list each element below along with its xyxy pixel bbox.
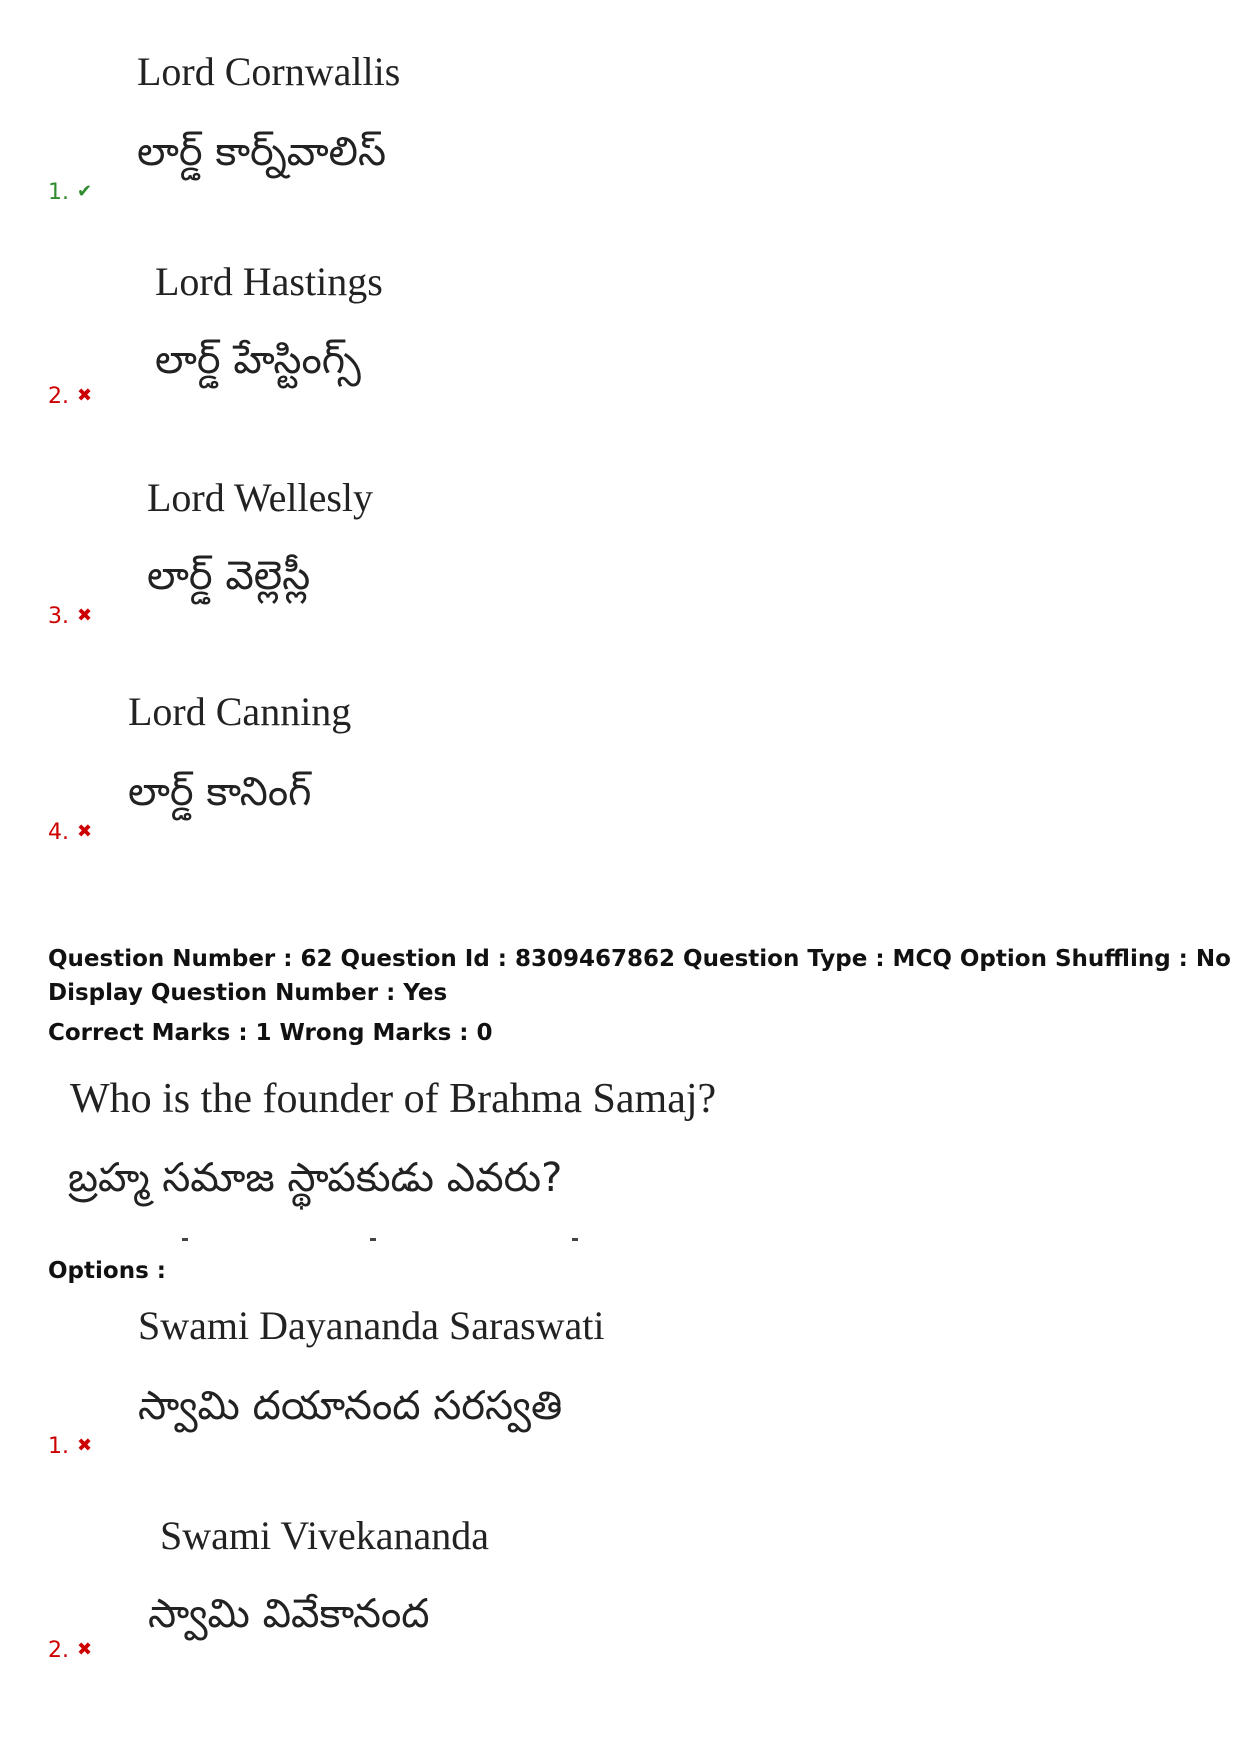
options-label: Options : (48, 1258, 166, 1284)
option-number: 4. ✖ (48, 820, 93, 845)
option-text-en: Swami Vivekananda (160, 1513, 490, 1558)
option-text-te: లార్డ్ కార్న్‌వాలిస్ (137, 129, 387, 175)
option-text-en: Lord Wellesly (147, 475, 373, 520)
cross-icon: ✖ (77, 385, 93, 406)
question-marks: Correct Marks : 1 Wrong Marks : 0 (48, 1020, 493, 1046)
question-text-te: బ్రహ్మ సమాజ స్థాపకుడు ఎవరు? (68, 1155, 563, 1201)
option-number: 1. ✔ (48, 180, 93, 205)
question-meta-line-2: Display Question Number : Yes (48, 980, 448, 1006)
cross-icon: ✖ (77, 821, 93, 842)
option-text-te: స్వామి వివేకానంద (148, 1591, 430, 1637)
option-number: 2. ✖ (48, 1638, 93, 1663)
question-meta-line-1: Question Number : 62 Question Id : 8309467862 Question Type : MCQ Option Shuffling : No (48, 946, 1231, 972)
option-text-en: Lord Hastings (155, 259, 383, 304)
option-number: 3. ✖ (48, 604, 93, 629)
option-text-en: Swami Dayananda Saraswati (138, 1303, 605, 1348)
question-text-en: Who is the founder of Brahma Samaj? (70, 1076, 717, 1122)
clipped-text-fragment (182, 1238, 188, 1241)
option-text-te: స్వామి దయానంద సరస్వతి (138, 1383, 563, 1429)
option-number: 1. ✖ (48, 1434, 93, 1459)
cross-icon: ✖ (77, 1639, 93, 1660)
cross-icon: ✖ (77, 605, 93, 626)
option-text-en: Lord Cornwallis (137, 49, 401, 94)
option-text-te: లార్డ్ హేస్టింగ్స్ (155, 337, 361, 383)
option-number: 2. ✖ (48, 384, 93, 409)
check-icon: ✔ (77, 181, 93, 202)
option-text-en: Lord Canning (128, 689, 352, 734)
clipped-text-fragment (370, 1238, 376, 1241)
clipped-text-fragment (572, 1238, 578, 1241)
option-text-te: లార్డ్ కానింగ్ (128, 769, 312, 815)
cross-icon: ✖ (77, 1435, 93, 1456)
option-text-te: లార్డ్ వెల్లెస్లీ (147, 553, 311, 599)
